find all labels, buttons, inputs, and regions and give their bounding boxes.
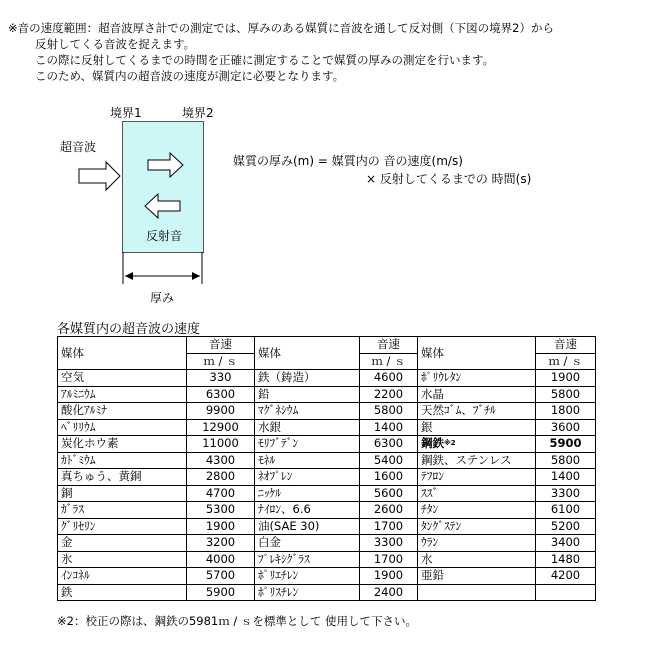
formula-line-1: 媒質の厚み(m) = 媒質内の 音の速度(m/s) (233, 154, 463, 168)
table-header-row (58, 337, 596, 354)
speed-value: 6100 (536, 502, 596, 519)
medium-name-cell (418, 386, 536, 403)
intro-line-2: 反射してくる音波を捉えます。 (35, 37, 196, 51)
medium-name: 氷 (61, 551, 73, 566)
intro-line-1: ※音の速度範囲：超音波厚さ計での測定では、厚みのある媒質に音波を通して反対側（下図の境界2）から (8, 21, 554, 35)
table-row (58, 518, 596, 535)
medium-name-cell (58, 568, 187, 585)
medium-name-cell (58, 485, 187, 502)
medium-name-cell (255, 436, 360, 453)
medium-name: 天然ｺﾞﾑ、ﾌﾞﾁﾙ (421, 403, 496, 418)
sound-speed-table (57, 336, 596, 601)
speed-value: 1700 (360, 551, 418, 568)
speed-value (536, 584, 596, 601)
medium-name-cell (58, 551, 187, 568)
speed-value: 3600 (536, 419, 596, 436)
medium-name: ﾆｯｹﾙ (258, 485, 281, 500)
speed-value: 5800 (536, 386, 596, 403)
speed-value: 2200 (360, 386, 418, 403)
medium-name: 銀 (421, 419, 433, 434)
medium-name: ｸﾞﾘｾﾘﾝ (61, 518, 96, 533)
table-row (58, 419, 596, 436)
speed-value: 4600 (360, 370, 418, 387)
header-speed-1: 音速 (187, 337, 255, 354)
medium-name: 白金 (258, 535, 281, 550)
reflected-arrow (145, 194, 180, 218)
table-title: 各媒質内の超音波の速度 (57, 322, 201, 337)
medium-name-cell (58, 584, 187, 601)
medium-name: ﾎﾟﾘｽﾁﾚﾝ (258, 584, 299, 599)
table-row (58, 452, 596, 469)
medium-name-cell (255, 502, 360, 519)
speed-value: 1400 (360, 419, 418, 436)
medium-name-cell (58, 535, 187, 552)
medium-name-cell (58, 419, 187, 436)
speed-value: 6300 (187, 386, 255, 403)
medium-name-cell (418, 551, 536, 568)
header-speed-2: 音速 (360, 337, 418, 354)
speed-value: 1900 (360, 568, 418, 585)
medium-name-cell (58, 502, 187, 519)
medium-name: 空気 (61, 370, 84, 385)
medium-name: 真ちゅう、黄銅 (61, 469, 142, 484)
speed-value: 5800 (536, 452, 596, 469)
intro-line-3: この際に反射してくるまでの時間を正確に測定することで媒質の厚みの測定を行います。 (35, 53, 495, 67)
speed-value: 3300 (536, 485, 596, 502)
medium-name-cell (255, 403, 360, 420)
medium-name: ﾎﾟﾘｴﾁﾚﾝ (258, 568, 299, 583)
medium-name: 油(SAE 30) (258, 518, 320, 533)
medium-name: ﾍﾞﾘﾘｳﾑ (61, 419, 96, 434)
medium-name: 亜鉛 (421, 568, 444, 583)
speed-value: 5200 (536, 518, 596, 535)
medium-name: ﾅｲﾛﾝ、6.6 (258, 502, 311, 517)
medium-name: ﾃﾌﾛﾝ (421, 469, 444, 484)
medium-name: 水晶 (421, 386, 444, 401)
medium-name-cell (418, 568, 536, 585)
medium-name-cell (58, 403, 187, 420)
speed-value: 6300 (360, 436, 418, 453)
medium-name-cell (255, 419, 360, 436)
forward-arrow (148, 153, 183, 177)
speed-value: 11000 (187, 436, 255, 453)
medium-name: ｶﾄﾞﾐｳﾑ (61, 452, 96, 467)
medium-name-cell (58, 436, 187, 453)
medium-name: ﾓﾈﾙ (258, 452, 276, 467)
thickness-label: 厚み (150, 291, 175, 305)
footnote-marker: ※2 (444, 439, 456, 448)
medium-name-cell (418, 584, 536, 601)
medium-name-cell (418, 403, 536, 420)
medium-name: 鉄（鋳造） (258, 370, 316, 385)
speed-value: 4700 (187, 485, 255, 502)
incoming-arrow (79, 162, 120, 190)
speed-value: 2400 (360, 584, 418, 601)
table-row (58, 436, 596, 453)
medium-name-cell (255, 386, 360, 403)
speed-value: 3400 (536, 535, 596, 552)
table-row (58, 568, 596, 585)
speed-value: 1800 (536, 403, 596, 420)
medium-name-cell (418, 419, 536, 436)
medium-name-cell (58, 452, 187, 469)
speed-value: 3300 (360, 535, 418, 552)
speed-value: 1480 (536, 551, 596, 568)
medium-name: ﾌﾟﾚｷｼｸﾞﾗｽ (258, 551, 310, 566)
speed-value: 5400 (360, 452, 418, 469)
medium-name-cell (58, 370, 187, 387)
medium-name-cell (255, 370, 360, 387)
speed-value: 5900 (187, 584, 255, 601)
calibration-note: ※2：校正の際は、鋼鉄の5981ｍ / ｓを標準として 使用して下さい。 (57, 614, 418, 628)
header-speed-3: 音速 (536, 337, 596, 354)
medium-name: 酸化ｱﾙﾐﾅ (61, 403, 107, 418)
speed-value: 3200 (187, 535, 255, 552)
medium-name-cell (418, 535, 536, 552)
medium-name: ｲﾝｺﾈﾙ (61, 568, 90, 583)
medium-name-cell (418, 469, 536, 486)
table-row (58, 370, 596, 387)
speed-value: 1700 (360, 518, 418, 535)
medium-name: ﾓﾘﾌﾞﾃﾞﾝ (258, 436, 299, 451)
header-medium-1: 媒体 (58, 337, 187, 370)
medium-name-cell (255, 568, 360, 585)
speed-value: 4200 (536, 568, 596, 585)
medium-name-cell (418, 452, 536, 469)
medium-name: ｱﾙﾐﾆｳﾑ (61, 386, 96, 401)
medium-name-cell (255, 584, 360, 601)
medium-name-cell (58, 469, 187, 486)
table-row (58, 485, 596, 502)
medium-name-cell (255, 452, 360, 469)
speed-value: 330 (187, 370, 255, 387)
medium-name: ﾎﾟﾘｳﾚﾀﾝ (421, 370, 462, 385)
speed-value: 5600 (360, 485, 418, 502)
medium-name-cell (255, 551, 360, 568)
table-row (58, 551, 596, 568)
medium-name: ｶﾞﾗｽ (61, 502, 84, 517)
boundary-2-label: 境界2 (182, 106, 214, 120)
speed-value: 2800 (187, 469, 255, 486)
header-unit-2: ｍ / ｓ (360, 353, 418, 370)
medium-name-cell (418, 518, 536, 535)
medium-name: ﾏｸﾞﾈｼｳﾑ (258, 403, 299, 418)
medium-name-cell (418, 485, 536, 502)
table-row (58, 535, 596, 552)
medium-name: ﾀﾝｸﾞｽﾃﾝ (421, 518, 462, 533)
medium-name: ﾈｵﾌﾟﾚﾝ (258, 469, 293, 484)
intro-line-4: このため、媒質内の超音波の速度が測定に必要となります。 (35, 69, 345, 83)
header-unit-3: ｍ / ｓ (536, 353, 596, 370)
medium-name-cell (418, 502, 536, 519)
medium-name-cell (255, 518, 360, 535)
medium-name-cell (58, 386, 187, 403)
medium-name-cell (418, 370, 536, 387)
medium-name: 炭化ホウ素 (61, 436, 119, 451)
speed-value: 5700 (187, 568, 255, 585)
medium-name-cell (255, 469, 360, 486)
speed-value: 5900 (536, 436, 596, 453)
medium-name-cell (418, 436, 536, 453)
formula-line-2: × 反射してくるまでの 時間(s) (366, 172, 532, 186)
table-row (58, 386, 596, 403)
header-medium-2: 媒体 (255, 337, 360, 370)
speed-value: 1900 (536, 370, 596, 387)
speed-value: 9900 (187, 403, 255, 420)
medium-name: 水銀 (258, 419, 281, 434)
table-row (58, 584, 596, 601)
speed-value: 5300 (187, 502, 255, 519)
medium-name: ﾁﾀﾝ (421, 502, 439, 517)
boundary-1-label: 境界1 (110, 106, 142, 120)
speed-value: 2600 (360, 502, 418, 519)
medium-name: ｽｽﾞ (421, 485, 439, 500)
medium-name-cell (255, 485, 360, 502)
header-medium-3: 媒体 (418, 337, 536, 370)
medium-name: 金 (61, 535, 73, 550)
medium-name: ｳﾗﾝ (421, 535, 439, 550)
medium-name: 鉄 (61, 584, 73, 599)
ultrasound-label: 超音波 (60, 140, 97, 154)
speed-value: 5800 (360, 403, 418, 420)
medium-name: 銅 (61, 485, 73, 500)
table-row (58, 502, 596, 519)
speed-value: 1600 (360, 469, 418, 486)
medium-name-cell (255, 535, 360, 552)
speed-value: 4000 (187, 551, 255, 568)
medium-name: 鉛 (258, 386, 270, 401)
reflected-label: 反射音 (146, 229, 183, 243)
speed-value: 4300 (187, 452, 255, 469)
speed-value: 1900 (187, 518, 255, 535)
table-row (58, 469, 596, 486)
medium-name: 水 (421, 551, 433, 566)
header-unit-1: ｍ / ｓ (187, 353, 255, 370)
table-row (58, 403, 596, 420)
speed-value: 1400 (536, 469, 596, 486)
medium-name: 鋼鉄 (421, 436, 444, 451)
speed-value: 12900 (187, 419, 255, 436)
medium-name: 鋼鉄、ステンレス (421, 452, 512, 467)
medium-name-cell (58, 518, 187, 535)
